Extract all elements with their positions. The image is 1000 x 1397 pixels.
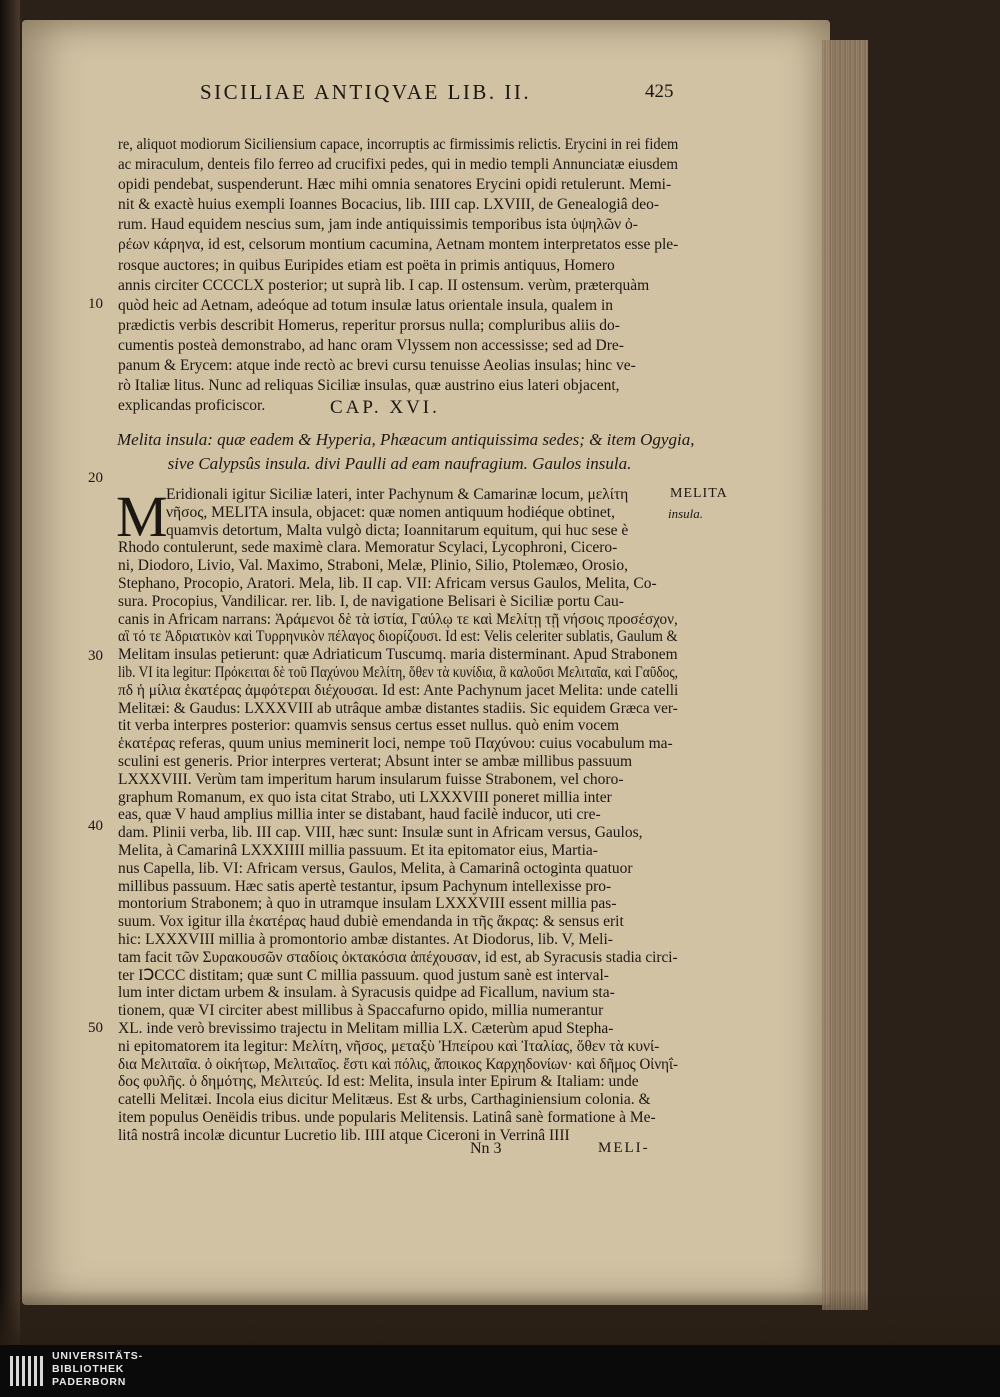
text-line: tit verba interpres posterior: quamvis sensus certus esset nullus. quò enim vocem bbox=[118, 717, 620, 735]
side-note-subtitle: insula. bbox=[668, 506, 704, 521]
text-line: ni, Diodoro, Livio, Val. Maximo, Straboni, Melæ, Plinio, Silio, Ptolemæo, Orosio, bbox=[118, 557, 628, 575]
drop-cap: M bbox=[116, 484, 168, 549]
margin-line-number: 40 bbox=[88, 818, 103, 834]
library-name-line-3: PADERBORN bbox=[52, 1376, 127, 1388]
text-line: dam. Plinii verba, lib. III cap. VIII, hæc sunt: Insulæ sunt in Africam versus, Gaulos, bbox=[118, 824, 643, 842]
text-line: δος φυλῆς. ὁ δημότης, Μελιτεύς. Id est: Melita, insula inter Epirum & Italiam: unde bbox=[118, 1073, 639, 1091]
text-line: millibus passuum. Hæc satis apertè testantur, ipsum Pachynum intellexisse pro- bbox=[118, 877, 612, 895]
text-line: sura. Procopius, Vandilicar. rer. lib. I, de navigatione Belisari è Siciliæ portu Cau- bbox=[118, 592, 624, 610]
text-line: tam facit τῶν Συρακουσῶν σταδίοις ὀκτακόσια ἀπέχουσαν, id est, ab Syracusis stadia circi- bbox=[118, 948, 678, 966]
text-line: LXXXVIII. Verùm tam imperitum harum insularum fuisse Strabonem, vel choro- bbox=[118, 770, 624, 788]
text-line: Stephano, Procopio, Aratori. Mela, lib. II cap. VII: Africam versus Gaulos, Melita, Co- bbox=[118, 574, 657, 592]
text-line: Melita, à Camarinâ LXXXIIII millia passuum. Et ita epitomator eius, Martia- bbox=[118, 841, 598, 859]
text-line: sculini est generis. Prior interpres verterat; Absunt inter se ambæ millibus passuum bbox=[118, 752, 632, 770]
margin-line-number: 30 bbox=[88, 648, 103, 664]
page-number: 425 bbox=[645, 81, 674, 102]
margin-line-number: 20 bbox=[88, 470, 103, 486]
text-line: annis circiter CCCCLX posterior; ut suprà lib. I cap. II ostensum. verùm, præterquàm bbox=[118, 276, 650, 294]
text-line: Eridionali igitur Siciliæ lateri, inter Pachynum & Camarinæ locum, μελίτη bbox=[166, 486, 629, 503]
text-line: νῆσος, MELITA insula, objacet: quæ nomen antiquum hodiéque obtinet, bbox=[166, 503, 615, 521]
text-line: eas, quæ V haud amplius millia inter se distabant, haud facilè inducor, uti cre- bbox=[118, 806, 601, 824]
chapter-heading: CAP. XVI. bbox=[330, 397, 440, 418]
text-line: αἳ τό τε Ἀδριατικὸν καὶ Τυρρηνικὸν πέλαγος διορίζουσι. Id est: Velis celeriter sublatis, Gaulum & bbox=[118, 628, 678, 646]
text-line: rum. Haud equidem nescius sum, jam inde antiquissimis temporibus ista ὑψηλῶν ὀ- bbox=[118, 216, 638, 234]
text-line: canis in Africam narrans: Ἀράμενοι δὲ τὰ ἱστία, Γαύλῳ τε καὶ Μελίτῃ τῇ νήσοις προσέσχον, bbox=[118, 610, 678, 628]
text-line: quòd heic ad Aetnam, adeóque ad totum insulæ latus orientale insula, qualem in bbox=[118, 296, 614, 314]
text-line: litâ nostrâ incolæ dicuntur Lucretio lib. IIII atque Ciceroni in Verrinâ IIII bbox=[118, 1126, 570, 1144]
page-fore-edge bbox=[822, 40, 868, 1310]
text-line: Melitæi: & Gaudus: LXXXVIII ab utrâque ambæ distantes stadiis. Sic equidem Græca ver- bbox=[118, 699, 678, 717]
text-line: ἑκατέρας referas, quum unius meminerit loci, nempe τοῦ Παχύνου: cuius vocabulum ma- bbox=[118, 735, 673, 753]
text-line: prædictis verbis describit Homerus, reperitur prorsus nulla; compluribus aliis do- bbox=[118, 316, 620, 334]
text-line: ter IↃCCC distitam; quæ sunt C millia passuum. quod justum sanè est interval- bbox=[118, 966, 609, 984]
library-name-line-2: BIBLIOTHEK bbox=[52, 1363, 125, 1375]
signature-mark: Nn 3 bbox=[470, 1140, 502, 1157]
chapter-subtitle-line-2: sive Calypsûs insula. divi Paulli ad eam naufragium. Gaulos insula. bbox=[167, 454, 632, 473]
chapter-subtitle bbox=[117, 428, 695, 476]
running-head: SICILIAE ANTIQVAE LIB. II. bbox=[200, 80, 532, 104]
text-line: panum & Erycem: atque inde rectò ac brevi cursu tenuisse Aeolias insulas; hinc ve- bbox=[118, 357, 636, 375]
text-line: opidi pendebat, suspenderunt. Hæc mihi omnia senatores Erycini opidi retulerunt. Memi- bbox=[118, 176, 672, 194]
library-name-line-1: UNIVERSITÄTS- bbox=[52, 1350, 143, 1362]
catchword: MELI- bbox=[598, 1140, 650, 1156]
library-logo-icon bbox=[8, 1352, 48, 1390]
text-line: graphum Romanum, ex quo ista citat Strabo, uti LXXXVIII poneret millia inter bbox=[118, 788, 612, 806]
text-line: ac miraculum, denteis filo ferreo ad crucifixi pedes, qui in medio templi Annunciatæ eiusdem bbox=[118, 156, 679, 174]
page-shadow bbox=[0, 1290, 1000, 1345]
chapter-body bbox=[118, 485, 678, 1143]
text-line: re, aliquot modiorum Siciliensium capace, incorruptis ac firmissimis relictis. Erycini in rei fidem bbox=[118, 136, 679, 153]
text-line: πδ ἡ μίλια ἑκατέρας ἀμφότεραι διέχουσαι. Id est: Ante Pachynum jacet Melita: unde catelli bbox=[118, 681, 679, 699]
text-line: nit & exactè huius exempli Ioannes Bocacius, lib. IIII cap. LXVIII, de Genealogiâ deo- bbox=[118, 196, 660, 214]
text-line: catelli Melitæi. Incola eius dicitur Melitæus. Est & urbs, Carthaginiensium colonia. & bbox=[118, 1091, 651, 1109]
text-line: cumentis posteà demonstrabo, ad hanc oram Vlyssem non accessisse; sed ad Dre- bbox=[118, 336, 624, 354]
text-line: hic: LXXXVIII millia à promontorio ambæ distantes. At Diodorus, lib. V, Meli- bbox=[118, 930, 613, 948]
library-footer-bar bbox=[0, 1345, 1000, 1397]
top-paragraph bbox=[118, 135, 678, 416]
side-note-title: MELITA bbox=[670, 486, 728, 501]
text-line: δια Μελιταῖα. ὁ οἰκήτωρ, Μελιταῖος. ἔστι καὶ πόλις, ἄποικος Καρχηδονίων· καὶ δῆμος Οἰνηΐ- bbox=[118, 1055, 678, 1073]
text-line: montorium Strabonem; à quo in utramque insulam LXXXVIII essent millia pas- bbox=[118, 895, 617, 913]
margin-line-number: 50 bbox=[88, 1020, 103, 1036]
text-line: lib. VI ita legitur: Πρόκειται δὲ τοῦ Παχύνου Μελίτη, ὅθεν τὰ κυνίδια, ἃ καλοῦσι Μελιταῖα, καὶ Γαῦδος, bbox=[118, 663, 678, 681]
text-line: rò Italiæ litus. Nunc ad reliquas Siciliæ insulas, quæ austrino eius lateri objacent, bbox=[118, 377, 620, 395]
text-line: nus Capella, lib. VI: Africam versus, Gaulos, Melita, à Camarinâ octoginta quatuor bbox=[118, 859, 633, 877]
text-line: item populus Oenëidis tribus. unde popularis Melitensis. Latinâ sanè formatione à Me- bbox=[118, 1108, 656, 1126]
text-line: Melitam insulas petierunt: quæ Adriaticum Tuscumq. maria disterminant. Apud Strabonem bbox=[118, 646, 678, 664]
text-line: ni epitomatorem ita legitur: Μελίτη, νῆσος, μεταξὺ Ἠπείρου καὶ Ἰταλίας, ὅθεν τὰ κυνί- bbox=[118, 1037, 660, 1055]
text-line: lum inter dictam urbem & insulam. à Syracusis quidpe ad Ficallum, navium sta- bbox=[118, 984, 615, 1002]
text-line: Rhodo contulerunt, sede maximè clara. Memoratur Scylaci, Lycophroni, Cicero- bbox=[118, 539, 618, 557]
text-line: XL. inde verò brevissimo trajectu in Melitam millia LX. Cæterùm apud Stepha- bbox=[118, 1019, 614, 1037]
chapter-subtitle-line-1: Melita insula: quæ eadem & Hyperia, Phæacum antiquissima sedes; & item Ogygia, bbox=[117, 430, 695, 449]
text-line: ρέων κάρηνα, id est, celsorum montium cacumina, Aetnam montem interpretatos esse ple- bbox=[118, 236, 679, 254]
text-line: rosque auctores; in quibus Euripides etiam est poëta in primis antiquus, Homero bbox=[118, 256, 615, 274]
text-line: explicandas proficiscor. bbox=[118, 397, 266, 415]
text-line: tionem, quæ VI circiter abest millibus à Spaccafurno opido, millia numerantur bbox=[118, 1002, 604, 1020]
text-line: quamvis detortum, Malta vulgò dicta; Ioannitarum equitum, qui huc sese è bbox=[166, 521, 629, 539]
text-line: suum. Vox igitur illa ἑκατέρας haud dubiè emendanda in τῆς ἄκρας: & sensus erit bbox=[118, 913, 624, 931]
binding-edge bbox=[0, 0, 20, 1345]
margin-line-number: 10 bbox=[88, 296, 103, 312]
